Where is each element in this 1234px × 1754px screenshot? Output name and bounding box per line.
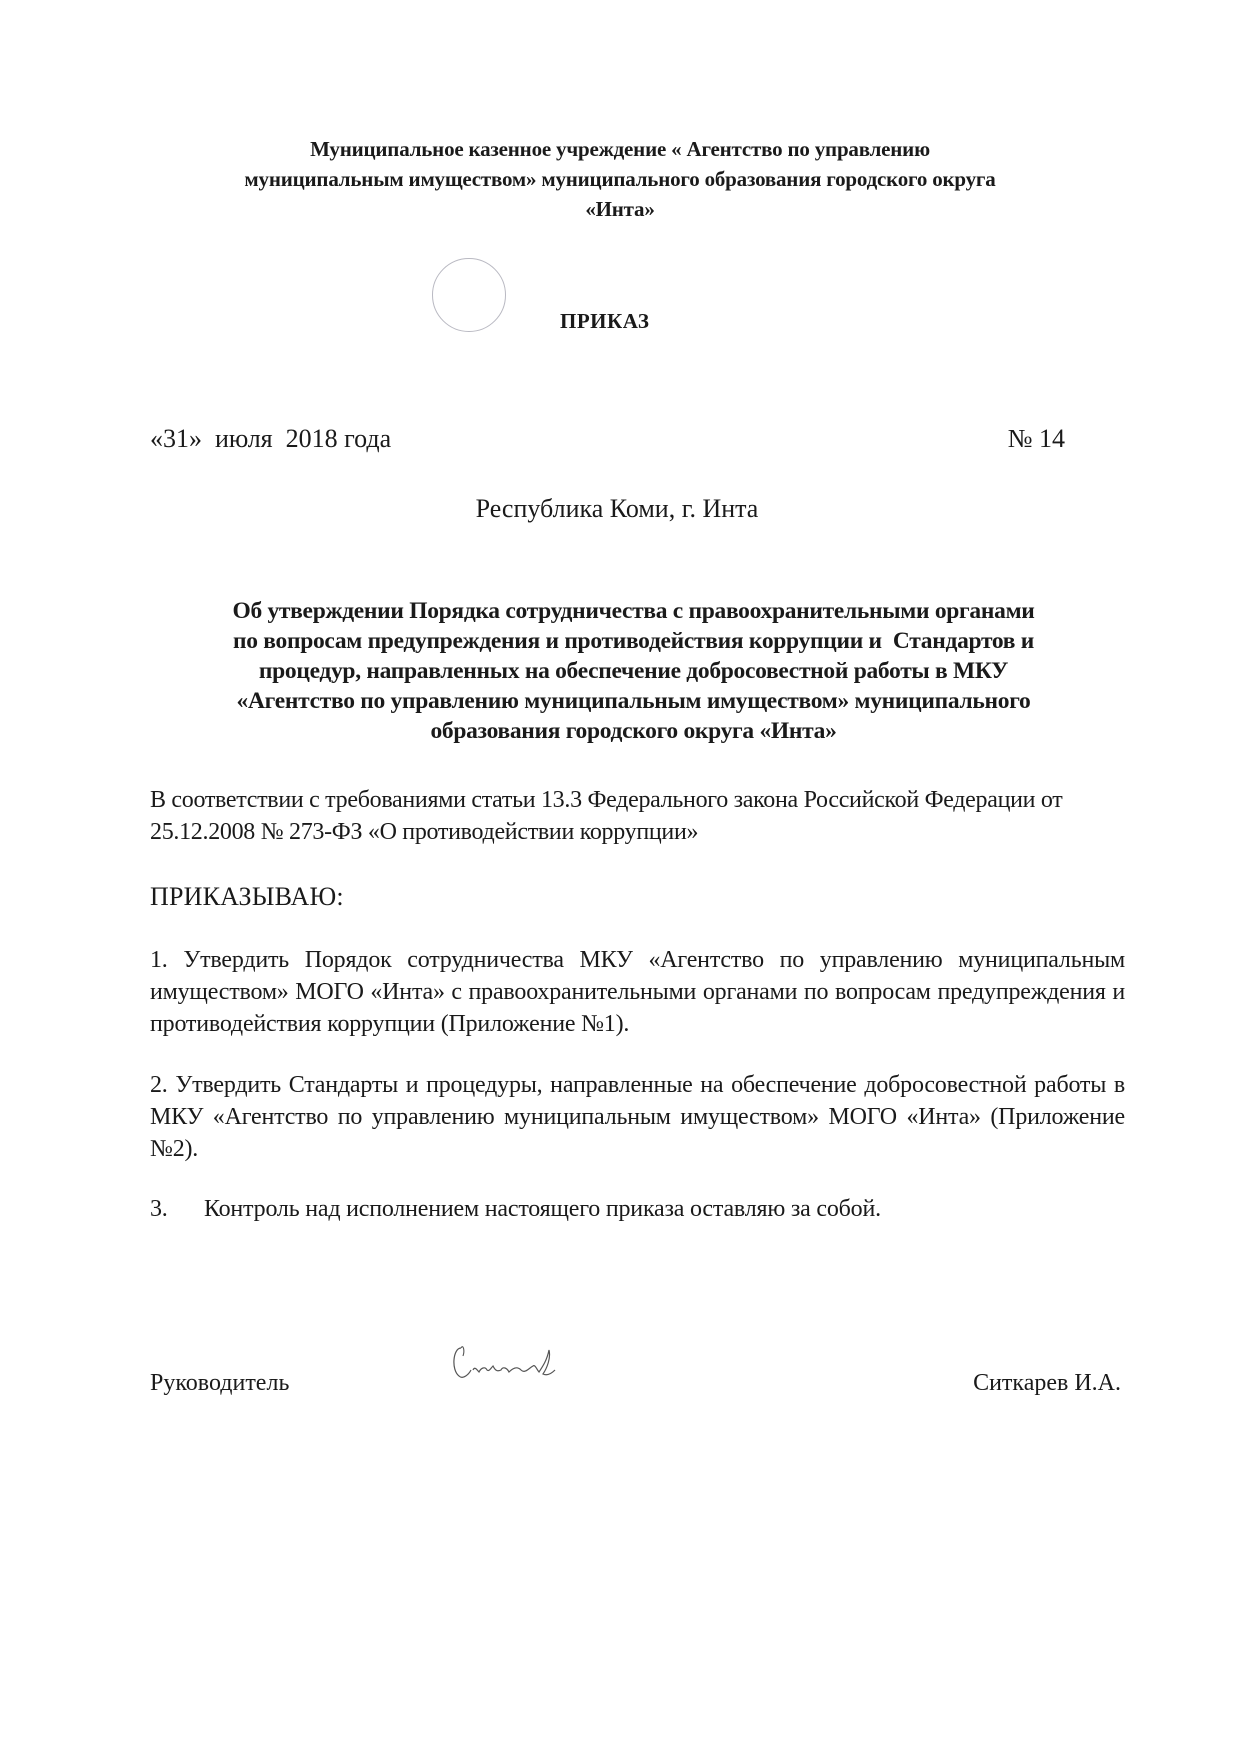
signatory-title: Руководитель — [150, 1370, 290, 1396]
subject-line: процедур, направленных на обеспечение добросовестной работы в МКУ — [258, 658, 1009, 684]
item-number: 2. — [150, 1072, 168, 1098]
order-word: ПРИКАЗЫВАЮ: — [150, 882, 344, 911]
subject-line: Об утверждении Порядка сотрудничества с правоохранительными органами — [232, 598, 1035, 624]
order-item — [150, 1069, 1125, 1165]
item-text: Контроль над исполнением настоящего приказа оставляю за собой. — [204, 1196, 881, 1222]
subject-line: образования городского округа «Инта» — [430, 718, 837, 744]
organization-line: муниципальным имуществом» муниципального образования городского округа — [244, 167, 996, 191]
organization-name — [150, 134, 1090, 224]
document-type: ПРИКАЗ — [560, 309, 650, 333]
document-place: Республика Коми, г. Инта — [475, 494, 759, 523]
item-text: Утвердить Стандарты и процедуры, направленные на обеспечение добросовестной работы в МКУ «Агентство по управлению муниципальным имуществом» МОГО «Инта» (Приложение №2). — [150, 1072, 1125, 1162]
subject-line: «Агентство по управлению муниципальным имуществом» муниципального — [236, 688, 1031, 714]
signatory-name: Ситкарев И.А. — [973, 1370, 1121, 1396]
item-number: 1. — [150, 947, 168, 973]
subject-line: по вопросам предупреждения и противодействия коррупции и Стандартов и — [233, 628, 1034, 654]
document-number: № 14 — [1007, 424, 1065, 453]
document-subject — [146, 596, 1121, 746]
organization-line: «Инта» — [585, 197, 655, 221]
item-number: 3. — [150, 1196, 168, 1222]
order-item — [150, 1193, 1125, 1225]
item-text: Утвердить Порядок сотрудничества МКУ «Агентство по управлению муниципальным имуществом» МОГО «Инта» с правоохранительными органами по вопросам предупреждения и противодействия коррупции (Приложение №1). — [150, 947, 1125, 1037]
circle-stamp-icon — [432, 258, 506, 332]
handwritten-signature-icon — [447, 1340, 597, 1390]
organization-line: Муниципальное казенное учреждение « Агентство по управлению — [310, 137, 930, 161]
order-item — [150, 944, 1125, 1040]
document-date: «31» июля 2018 года — [150, 424, 392, 453]
legal-basis: В соответствии с требованиями статьи 13.3 Федерального закона Российской Федерации от 25.12.2008 № 273-ФЗ «О противодействии коррупции» — [150, 787, 1063, 845]
